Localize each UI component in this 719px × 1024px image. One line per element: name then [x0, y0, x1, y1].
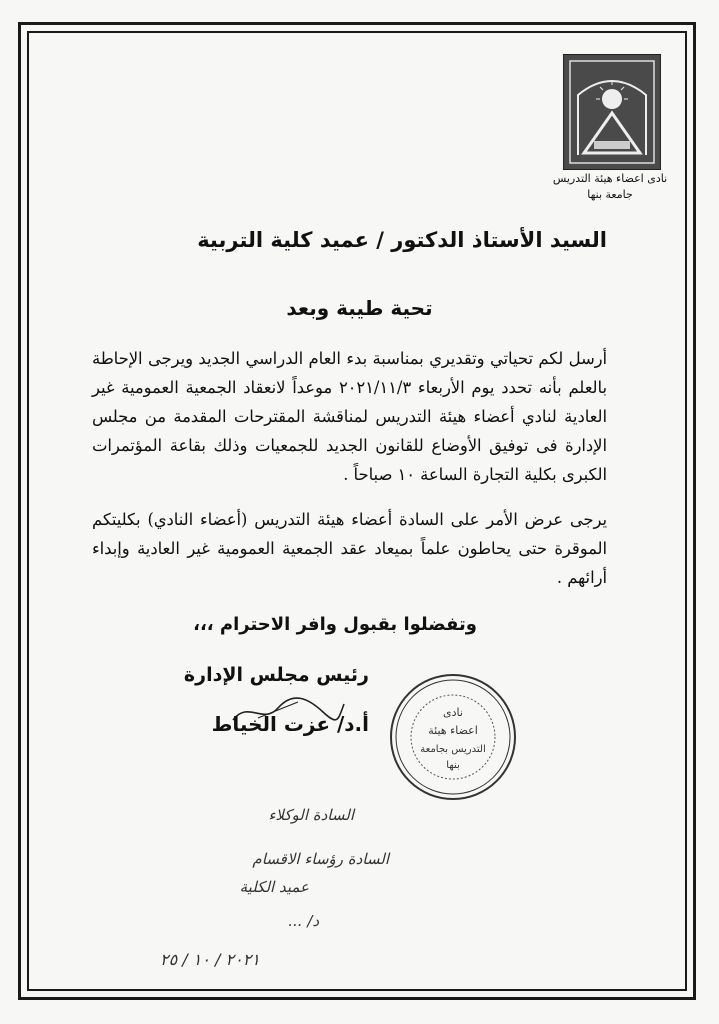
signatory-title: رئيس مجلس الإدارة — [183, 664, 369, 686]
letter-addressee: السيد الأستاذ الدكتور / عميد كلية التربية — [197, 228, 607, 252]
official-seal — [388, 672, 518, 802]
paragraph-1-text: أرسل لكم تحياتي وتقديري بمناسبة بدء العام الدراسي الجديد ويرجى الإحاطة بالعلم بأنه تحدد يوم الأربعاء ٢٠٢١/١١/٣ موعداً لانعقاد الجمعية العمومية غير العادية لنادي أعضاء هيئة التدريس لمناقشة المقترحات المقدمة من مجلس الإدارة فى توفيق الأوضاع للقانون الجديد للجمعيات وذلك بقاعة المؤتمرات الكبرى بكلية التجارة الساعة ١٠ صباحاً . — [92, 349, 608, 484]
handwritten-note-line2: السادة رؤساء الاقسام — [252, 850, 389, 868]
seal-line4: بنها — [446, 760, 460, 771]
handwritten-note-line3: عميد الكلية — [239, 878, 309, 896]
letter-closing: وتفضلوا بقبول وافر الاحترام ،،، — [193, 614, 477, 635]
logo-caption-line2: جامعة بنها — [587, 188, 633, 201]
paragraph-2-text: يرجى عرض الأمر على السادة أعضاء هيئة التدريس (أعضاء النادي) بكليتكم الموقرة حتى يحاطون علماً بميعاد عقد الجمعية العمومية غير العادية وإبداء أرائهم . — [92, 510, 607, 587]
logo-emblem-icon — [564, 55, 660, 169]
signatory-name: أ.د/ عزت الخياط — [211, 712, 369, 736]
handwritten-note-line1: السادة الوكلاء — [268, 806, 354, 824]
logo-caption-line1: نادى اعضاء هيئة التدريس — [552, 172, 668, 185]
letter-paragraph-1 — [92, 344, 607, 489]
handwritten-note-line4: د/ ... — [288, 912, 319, 930]
club-logo — [563, 54, 661, 170]
seal-line3: التدريس بجامعة — [420, 744, 486, 755]
seal-line1: نادى — [443, 706, 463, 719]
letter-greeting: تحية طيبة وبعد — [286, 296, 433, 320]
seal-line2: اعضاء هيئة — [428, 724, 478, 737]
letter-paragraph-2 — [92, 505, 607, 592]
handwritten-date: ٢٠٢١ / ١٠ / ٢٥ — [160, 950, 260, 969]
